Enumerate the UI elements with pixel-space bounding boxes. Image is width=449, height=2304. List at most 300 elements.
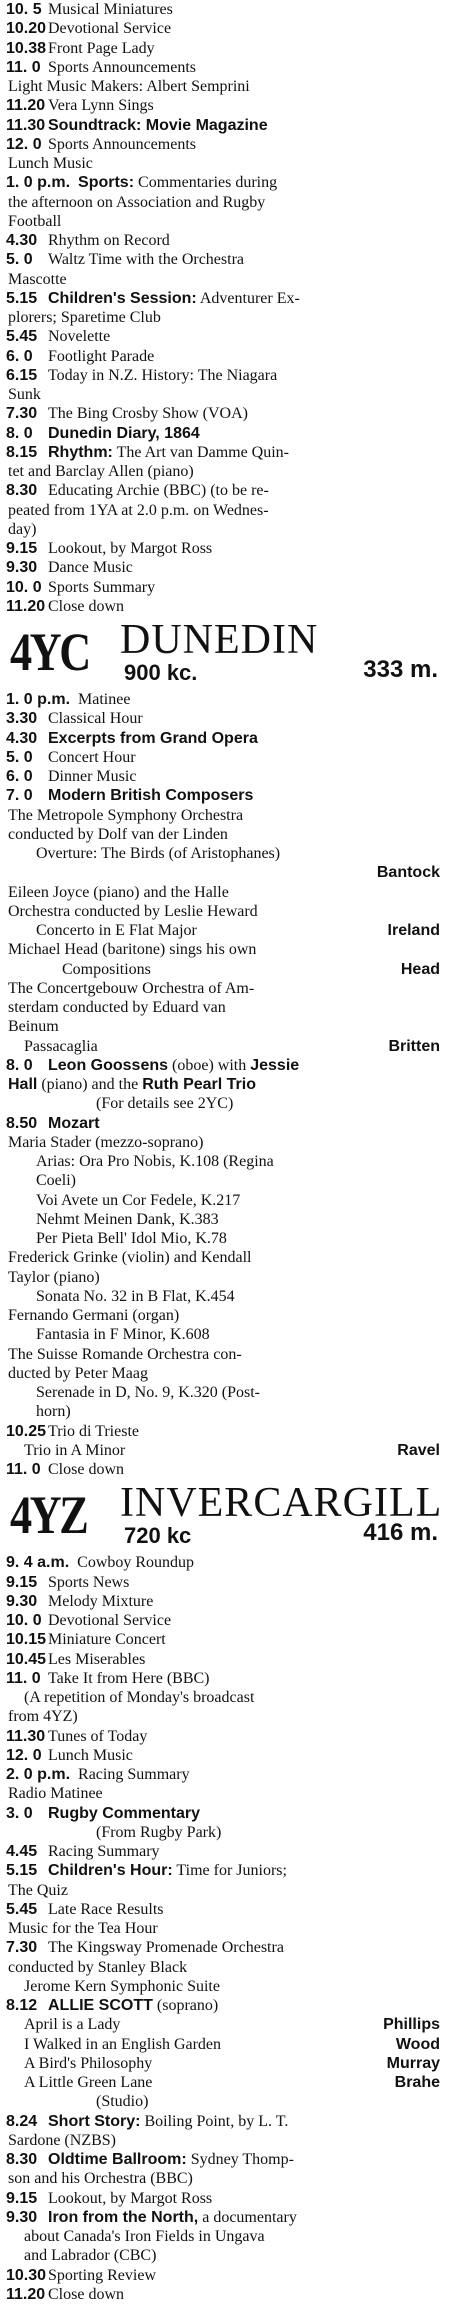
programme-entry <box>6 347 444 366</box>
detail-text: The Concertgebouw Orchestra of Am- <box>8 979 255 997</box>
programme-time: 7.30 <box>6 405 38 423</box>
programme-detail <box>6 1248 444 1267</box>
programme-entry <box>6 539 444 558</box>
programme-time: 12. 0 <box>6 135 42 153</box>
programme-detail <box>6 979 444 998</box>
detail-text: conducted by Dolf van der Linden <box>8 825 228 843</box>
programme-title: ALLIE SCOTT <box>48 1997 153 2014</box>
programme-detail <box>6 1171 444 1190</box>
programme-detail <box>6 902 444 921</box>
programme-title: The Art van Damme Quin- <box>116 443 290 461</box>
programme-detail <box>6 1402 444 1421</box>
programme-entry <box>6 2112 444 2131</box>
programme-entry <box>6 597 444 616</box>
programme-entry <box>6 1861 444 1880</box>
performer-name: Hall <box>8 1076 38 1093</box>
programme-entry <box>6 2285 444 2304</box>
programme-time: 7. 0 <box>6 787 33 805</box>
detail-text: Per Pieta Bell' Idol Mio, K.78 <box>36 1230 227 1247</box>
composer-name: Murray <box>386 2054 440 2072</box>
programme-title: Lookout, by Margot Ross <box>48 2189 213 2207</box>
programme-time: 9.15 <box>6 1573 38 1591</box>
programme-title: Educating Archie (BBC) (to be re- <box>48 482 269 500</box>
programme-detail <box>6 2073 444 2092</box>
programme-time: 10.30 <box>6 2266 47 2284</box>
work-title: Concerto in E Flat Major <box>36 922 197 939</box>
detail-text: day) <box>8 520 37 538</box>
programme-entry <box>6 231 444 250</box>
work-title: I Walked in an English Garden <box>24 2035 222 2053</box>
programme-time: 10.25 <box>6 1422 47 1440</box>
programme-time: 1. 0 p.m. <box>6 691 71 708</box>
detail-text: Football <box>8 212 62 230</box>
programme-time: 9.30 <box>6 559 38 577</box>
programme-title: Vera Lynn Sings <box>48 97 154 115</box>
programme-title: Footlight Parade <box>48 347 155 365</box>
programme-detail <box>6 1229 444 1248</box>
station-city: DUNEDIN <box>120 617 319 663</box>
programme-entry <box>6 1611 444 1630</box>
programme-detail <box>6 1441 444 1460</box>
programme-time: 8.30 <box>6 2151 38 2168</box>
programme-entry <box>6 58 444 77</box>
programme-time: 5.15 <box>6 1862 38 1880</box>
programme-entry <box>6 481 444 500</box>
programme-entry <box>6 1842 444 1861</box>
programme-title: Time for Juniors; <box>176 1862 287 1880</box>
composer-name: Bantock <box>376 864 440 882</box>
programme-title: The Kingsway Promenade Orchestra <box>48 1939 284 1957</box>
programme-title: Sports Announcements <box>48 58 196 76</box>
detail-text: Light Music Makers: Albert Semprini <box>8 78 250 95</box>
detail-text: Lunch Music <box>8 155 93 172</box>
programme-entry <box>6 424 444 443</box>
programme-detail <box>6 1383 444 1402</box>
programme-title: Miniature Concert <box>48 1631 166 1649</box>
programme-title-bold: Children's Hour: <box>48 1862 173 1880</box>
programme-title: Rhythm on Record <box>48 232 170 249</box>
programme-title: Today in N.Z. History: The Niagara <box>48 366 278 384</box>
programme-detail <box>6 308 444 327</box>
detail-text: Taylor (piano) <box>8 1268 100 1286</box>
programme-detail <box>6 1784 444 1803</box>
programme-entry <box>6 1996 444 2015</box>
station-callsign: 4YC <box>10 622 89 682</box>
programme-entry <box>6 173 444 192</box>
detail-text: horn) <box>36 1403 71 1421</box>
programme-detail <box>6 1210 444 1229</box>
detail-text: Music for the Tea Hour <box>8 1920 158 1937</box>
composer-name: Ireland <box>387 922 440 939</box>
programme-time: 11. 0 <box>6 1669 41 1687</box>
programme-title: Novelette <box>48 328 111 346</box>
programme-entry <box>6 116 444 135</box>
programme-title: Soundtrack: Movie Magazine <box>48 116 268 134</box>
programme-detail <box>6 1345 444 1364</box>
detail-text: Radio Matinee <box>8 1785 103 1803</box>
detail-text: son and his Orchestra (BBC) <box>8 2170 193 2188</box>
programme-time: 5.45 <box>6 1900 38 1918</box>
detail-text: ducted by Peter Maag <box>8 1364 148 1382</box>
programme-entry <box>6 729 444 748</box>
programme-title: Les Miserables <box>48 1650 146 1668</box>
programme-title: a documentary <box>202 2208 297 2226</box>
programme-entry <box>6 366 444 385</box>
composer-name: Brahe <box>394 2074 440 2091</box>
programme-time: 12. 0 <box>6 1746 42 1764</box>
programme-detail <box>6 1133 444 1152</box>
programme-time: 6.15 <box>6 366 38 384</box>
programme-entry <box>6 1573 444 1592</box>
programme-entry <box>6 2150 444 2169</box>
programme-entry <box>6 289 444 308</box>
detail-text: (For details see 2YC) <box>96 1095 234 1113</box>
programme-title: Musical Miniatures <box>48 1 173 18</box>
programme-detail <box>6 1306 444 1325</box>
station-wavelength: 416 m. <box>363 1519 438 1547</box>
detail-text: Orchestra conducted by Leslie Heward <box>8 902 258 920</box>
detail-text: sterdam conducted by Eduard van <box>8 999 226 1016</box>
programme-entry <box>6 748 444 767</box>
programme-entry <box>6 96 444 115</box>
programme-time: 8.12 <box>6 1997 38 2014</box>
programme-detail <box>6 2246 444 2265</box>
detail-text: The Quiz <box>8 1881 68 1899</box>
programme-time: 8.24 <box>6 2112 38 2130</box>
programme-detail <box>6 2227 444 2246</box>
programme-time: 9.15 <box>6 2189 38 2207</box>
detail-text: Nehmt Meinen Dank, K.383 <box>36 1210 219 1228</box>
detail-text: Serenade in D, No. 9, K.320 (Post- <box>36 1384 260 1401</box>
programme-entry <box>6 786 444 805</box>
programme-title: Racing Summary <box>48 1843 160 1860</box>
programme-title: Devotional Service <box>48 20 172 38</box>
work-title: Compositions <box>62 960 151 978</box>
detail-text: Sardone (NZBS) <box>8 2131 116 2149</box>
work-title: A Bird's Philosophy <box>24 2054 153 2072</box>
performer-name: Ruth Pearl Trio <box>142 1076 256 1093</box>
programme-title: Melody Mixture <box>48 1592 154 1610</box>
programme-entry <box>6 443 444 462</box>
programme-detail <box>6 77 444 96</box>
programme-detail <box>6 825 444 844</box>
detail-text: Eileen Joyce (piano) and the Halle <box>8 883 229 901</box>
composer-name: Phillips <box>383 2016 440 2034</box>
programme-detail <box>6 2054 444 2073</box>
work-title: A Little Green Lane <box>24 2074 153 2091</box>
programme-detail <box>6 1325 444 1344</box>
programme-title: Lunch Music <box>48 1746 133 1764</box>
station-city: INVERCARGILL <box>120 1480 443 1527</box>
programme-title: Waltz Time with the Orchestra <box>48 251 245 269</box>
programme-title-bold: Children's Session: <box>48 289 197 307</box>
programme-title: Close down <box>48 2285 124 2303</box>
detail-text: Maria Stader (mezzo-soprano) <box>8 1133 204 1151</box>
programme-detail <box>6 1287 444 1306</box>
programme-detail <box>6 998 444 1017</box>
programme-title-bold: Iron from the North, <box>48 2208 199 2226</box>
programme-title: Cowboy Roundup <box>77 1554 195 1572</box>
programme-title: Rugby Commentary <box>48 1804 201 1822</box>
detail-text: Sonata No. 32 in B Flat, K.454 <box>36 1287 235 1305</box>
programme-title: Classical Hour <box>48 710 143 728</box>
programme-entry <box>6 1630 444 1649</box>
station-frequency: 720 kc <box>124 1523 192 1549</box>
composer-name: Wood <box>395 2035 440 2053</box>
programme-title: Commentaries during <box>138 174 278 192</box>
composer-name: Ravel <box>397 1441 440 1459</box>
programme-title: Sporting Review <box>48 2266 156 2284</box>
programme-title: Dinner Music <box>48 768 137 785</box>
programme-title: Boiling Point, by L. T. <box>144 2112 289 2130</box>
programme-detail <box>6 385 444 404</box>
programme-entry <box>6 1938 444 1957</box>
programme-title: Adventurer Ex- <box>199 289 300 307</box>
programme-detail <box>6 193 444 212</box>
detail-text: Voi Avete un Cor Fedele, K.217 <box>36 1191 241 1209</box>
programme-entry <box>6 2189 444 2208</box>
programme-title: Close down <box>48 1461 124 1478</box>
programme-detail <box>6 1268 444 1287</box>
programme-entry <box>6 1746 444 1765</box>
programme-time: 8. 0 <box>6 1056 33 1074</box>
programme-title: Sports Announcements <box>48 135 196 153</box>
programme-entry <box>6 1727 444 1746</box>
programme-time: 11.20 <box>6 2285 46 2303</box>
programme-entry <box>6 250 444 269</box>
detail-text: The Metropole Symphony Orchestra <box>8 806 244 824</box>
programme-time: 11.30 <box>6 1727 46 1745</box>
detail-text: Fernando Germani (organ) <box>8 1307 180 1324</box>
programme-detail <box>6 960 444 979</box>
programme-detail <box>6 2035 444 2054</box>
programme-entry <box>6 327 444 346</box>
programme-time: 4.30 <box>6 729 38 747</box>
detail-text: Arias: Ora Pro Nobis, K.108 (Regina <box>36 1153 274 1170</box>
programme-entry <box>6 0 444 19</box>
programme-time: 6. 0 <box>6 347 33 365</box>
programme-title: Sports Summary <box>48 578 156 596</box>
programme-title: Devotional Service <box>48 1612 172 1629</box>
detail-text: and Labrador (CBC) <box>24 2247 157 2265</box>
detail-text: Overture: The Birds (of Aristophanes) <box>36 845 281 862</box>
programme-entry <box>6 19 444 38</box>
programme-entry <box>6 404 444 423</box>
station-callsign: 4YZ <box>10 1485 87 1546</box>
programme-detail <box>6 154 444 173</box>
programme-time: 3. 0 <box>6 1804 33 1822</box>
detail-text: (piano) and the <box>41 1076 139 1093</box>
station-frequency: 900 kc. <box>124 660 198 685</box>
programme-time: 5.45 <box>6 328 38 346</box>
programme-title: Close down <box>48 597 124 615</box>
programme-time: 8. 0 <box>6 424 33 442</box>
programme-entry <box>6 1422 444 1441</box>
programme-title: Modern British Composers <box>48 787 254 805</box>
programme-entry <box>6 2208 444 2227</box>
programme-title: Late Race Results <box>48 1900 164 1918</box>
programme-detail <box>6 1977 444 1996</box>
programme-detail <box>6 1881 444 1900</box>
detail-text: Michael Head (baritone) sings his own <box>8 941 257 959</box>
programme-title: Matinee <box>78 691 131 708</box>
detail-text: peated from 1YA at 2.0 p.m. on Wednes- <box>8 501 269 519</box>
programme-time: 10. 0 <box>6 578 42 596</box>
composer-name: Britten <box>388 1037 440 1055</box>
programme-entry <box>6 1900 444 1919</box>
programme-time: 3.30 <box>6 710 38 728</box>
programme-detail <box>6 1191 444 1210</box>
detail-text: Jerome Kern Symphonic Suite <box>24 1977 220 1995</box>
programme-time: 11.20 <box>6 597 46 615</box>
programme-detail <box>6 806 444 825</box>
programme-detail <box>6 1707 444 1726</box>
programme-title-bold: Sports: <box>78 174 135 192</box>
programme-detail <box>6 1688 444 1707</box>
programme-detail <box>6 2092 444 2111</box>
performer-name: Jessie <box>250 1056 300 1074</box>
programme-detail <box>6 1017 444 1036</box>
programme-title: Tunes of Today <box>48 1727 148 1745</box>
programme-detail <box>6 1037 444 1056</box>
programme-time: 9.30 <box>6 2208 38 2226</box>
programme-title: Mozart <box>48 1114 100 1132</box>
programme-time: 9.15 <box>6 540 38 557</box>
detail-text: Beinum <box>8 1018 59 1036</box>
programme-time: 11. 0 <box>6 58 41 76</box>
programme-detail <box>6 2169 444 2188</box>
programme-entry <box>6 1056 444 1075</box>
programme-entry <box>6 1553 444 1572</box>
programme-title: Sports News <box>48 1573 130 1591</box>
composer-name: Head <box>400 960 440 978</box>
programme-time: 11.30 <box>6 116 46 134</box>
detail-text: conducted by Stanley Black <box>8 1958 188 1976</box>
detail-text: The Suisse Romande Orchestra con- <box>8 1345 242 1363</box>
programme-time: 4.45 <box>6 1843 38 1860</box>
programme-time: 7.30 <box>6 1939 38 1957</box>
programme-time: 10.38 <box>6 39 47 57</box>
station-4yz-listing <box>6 1553 444 2304</box>
detail-text: tet and Barclay Allen (piano) <box>8 463 194 480</box>
programme-title: Dunedin Diary, 1864 <box>48 424 200 442</box>
programme-time: 9. 4 a.m. <box>6 1554 70 1572</box>
programme-title: Racing Summary <box>78 1766 190 1783</box>
programme-entry <box>6 558 444 577</box>
programme-detail <box>6 844 444 863</box>
programme-detail <box>6 921 444 940</box>
programme-time: 10. 0 <box>6 1612 42 1629</box>
programme-time: 11. 0 <box>6 1461 41 1478</box>
programme-time: 11.20 <box>6 97 46 115</box>
programme-title: The Bing Crosby Show (VOA) <box>48 405 248 423</box>
programme-detail <box>6 2131 444 2150</box>
programme-time: 10.20 <box>6 20 47 38</box>
programme-title: Concert Hour <box>48 748 136 766</box>
programme-time: 5. 0 <box>6 748 33 766</box>
station-4yc-listing <box>6 690 444 1479</box>
programme-detail <box>6 940 444 959</box>
work-title: Passacaglia <box>24 1037 98 1055</box>
programme-time: 5. 0 <box>6 251 33 269</box>
programme-detail <box>6 501 444 520</box>
detail-text: Fantasia in F Minor, K.608 <box>36 1326 210 1344</box>
programme-title: Front Page Lady <box>48 39 155 57</box>
programme-time: 8.30 <box>6 482 38 500</box>
programme-entry <box>6 39 444 58</box>
programme-time: 10.45 <box>6 1650 47 1668</box>
programme-entry <box>6 2266 444 2285</box>
programme-title: Trio di Trieste <box>48 1422 139 1440</box>
programme-time: 1. 0 p.m. <box>6 174 71 192</box>
programme-time: 10. 5 <box>6 1 42 18</box>
programme-title-bold: Oldtime Ballroom: <box>48 2151 187 2168</box>
programme-entry <box>6 690 444 709</box>
detail-text: (Studio) <box>96 2093 149 2111</box>
programme-entry <box>6 709 444 728</box>
programme-title-bold: Short Story: <box>48 2112 141 2130</box>
station-banner-4yc <box>6 616 444 690</box>
station-banner-4yz <box>6 1479 444 1553</box>
programme-title-bold: Leon Goossens <box>48 1056 169 1074</box>
programme-title: Dance Music <box>48 559 133 577</box>
programme-entry <box>6 1460 444 1479</box>
programme-detail <box>6 1919 444 1938</box>
programme-time: 4.30 <box>6 232 38 249</box>
detail-text: (A repetition of Monday's broadcast <box>24 1689 255 1706</box>
programme-entry <box>6 1114 444 1133</box>
programme-detail <box>6 1958 444 1977</box>
detail-text: from 4YZ) <box>8 1708 78 1726</box>
programme-detail <box>6 883 444 902</box>
programme-title: Take It from Here (BBC) <box>48 1669 210 1687</box>
work-title: Trio in A Minor <box>24 1441 126 1459</box>
programme-time: 8.15 <box>6 443 38 461</box>
previous-station-listing <box>6 0 444 616</box>
detail-text: the afternoon on Association and Rugby <box>8 193 266 211</box>
programme-entry <box>6 1592 444 1611</box>
programme-title: Lookout, by Margot Ross <box>48 540 213 557</box>
programme-detail <box>6 462 444 481</box>
detail-text: Mascotte <box>8 270 67 288</box>
detail-text: (From Rugby Park) <box>96 1823 222 1841</box>
programme-entry <box>6 135 444 154</box>
detail-text: Coeli) <box>36 1172 76 1190</box>
programme-entry <box>6 1765 444 1784</box>
programme-time: 2. 0 p.m. <box>6 1766 71 1783</box>
programme-time: 5.15 <box>6 289 38 307</box>
programme-time: 6. 0 <box>6 768 33 785</box>
programme-entry <box>6 578 444 597</box>
programme-time: 8.50 <box>6 1114 38 1132</box>
programme-detail <box>6 1364 444 1383</box>
programme-detail <box>6 270 444 289</box>
programme-entry <box>6 1650 444 1669</box>
programme-detail <box>6 520 444 539</box>
programme-detail <box>6 212 444 231</box>
work-title: April is a Lady <box>24 2016 121 2034</box>
programme-title: Excerpts from Grand Opera <box>48 729 258 747</box>
detail-text: Sunk <box>8 386 41 403</box>
programme-detail <box>6 1152 444 1171</box>
programme-title: (oboe) with <box>172 1056 247 1074</box>
programme-detail <box>6 2015 444 2034</box>
programme-detail <box>6 1075 444 1094</box>
detail-text: Frederick Grinke (violin) and Kendall <box>8 1249 252 1267</box>
station-wavelength: 333 m. <box>363 656 438 683</box>
detail-text: plorers; Sparetime Club <box>8 309 161 326</box>
programme-title: Sydney Thomp- <box>190 2151 294 2168</box>
